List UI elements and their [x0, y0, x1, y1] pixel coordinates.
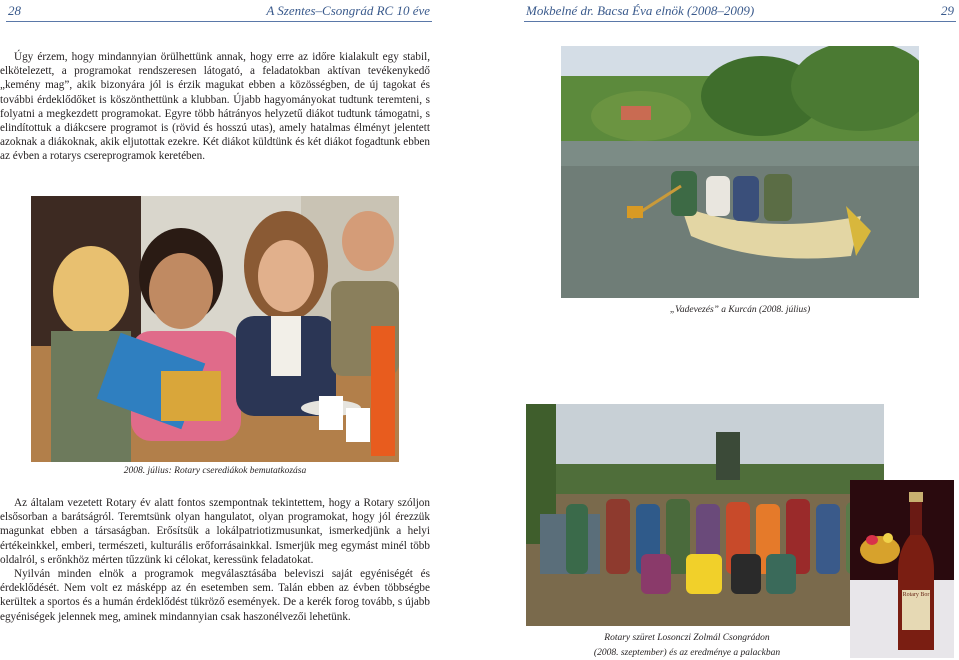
canoe-photo	[561, 46, 919, 298]
left-paragraph-2	[0, 496, 430, 624]
harvest-group-photo	[526, 404, 884, 626]
left-header-rule	[6, 21, 432, 22]
canoe-caption: „Vadevezés” a Kurcán (2008. július)	[669, 305, 811, 315]
left-running-title: A Szentes–Csongrád RC 10 éve	[266, 3, 430, 18]
exchange-students-photo	[31, 196, 399, 462]
paragraph-text: Az általam vezetett Rotary év alatt fontos szempontnak tekintettem, hogy a Rotary szóljon elsősorban a barátságról. Teremtsünk olyan hangulatot, olyan programokat, hogy jól érezzük magunkat ebben a társaságban. Erősítsük a lokálpatriotizmusunkat, ismerkedjünk a helyi értékeinkkel, emberi, természeti, kulturális erőforrásainkkal. Ismerjük meg egymást minél több oldalról, s erőnkhöz mérten tűzzünk ki célokat, keressünk feladatokat.	[0, 497, 430, 566]
right-header-rule	[524, 21, 956, 22]
exchange-students-caption: 2008. július: Rotary cserediákok bemutatkozása	[123, 466, 307, 476]
harvest-caption-line-1: Rotary szüret Losonczi Zolmál Csongrádon	[604, 633, 770, 643]
left-paragraph-1	[0, 50, 430, 164]
paragraph-text: Nyilván minden elnök a programok megválasztásába beleviszi saját egyéniségét és érdeklődését. Nem volt ez másképp az én esetemben sem. Talán ebben az évben többségbe kerültek a sportos és a humán érdeklődést tükröző események. De a kerék forog tovább, s újabb egyéniségek jelennek meg, aminek mindannyian csak haszonélvezői lehetünk.	[0, 568, 430, 623]
left-page-number: 28	[8, 3, 21, 18]
bottle-label: Rotary Bor	[902, 592, 930, 598]
right-running-title: Mokbelné dr. Bacsa Éva elnök (2008–2009)	[526, 3, 755, 18]
harvest-caption-line-2: (2008. szeptember) és az eredménye a palackban	[593, 648, 781, 658]
paragraph-text: Úgy érzem, hogy mindannyian örülhettünk annak, hogy erre az időre kialakult egy stabil, elkötelezett, a programokat rendszeresen látogató, a feladatokban aktívan tevékenykedő „kemény mag”, akik bizonyára jól is érzik magukat ebben a közösségben, de új tagokat és további érdeklődőket is köszönthettünk a klubban. Újabb hagyományokat tudtunk teremteni, s folyatni a megkezdett programokat. Egyre több hátrányos helyzetű diákot tudtunk támogatni, s elindítottuk a diákcsere programot is (rövid és hosszú utas), amely hatalmas élményt jelentett azoknak a diákoknak, akik eljutottak ezekre. Két diákot küldtünk és két diákot fogadtunk ebben az évben a rotarys csereprogramok keretében.	[0, 51, 430, 163]
wine-bottle-photo	[850, 480, 954, 658]
right-page-number: 29	[941, 3, 954, 18]
